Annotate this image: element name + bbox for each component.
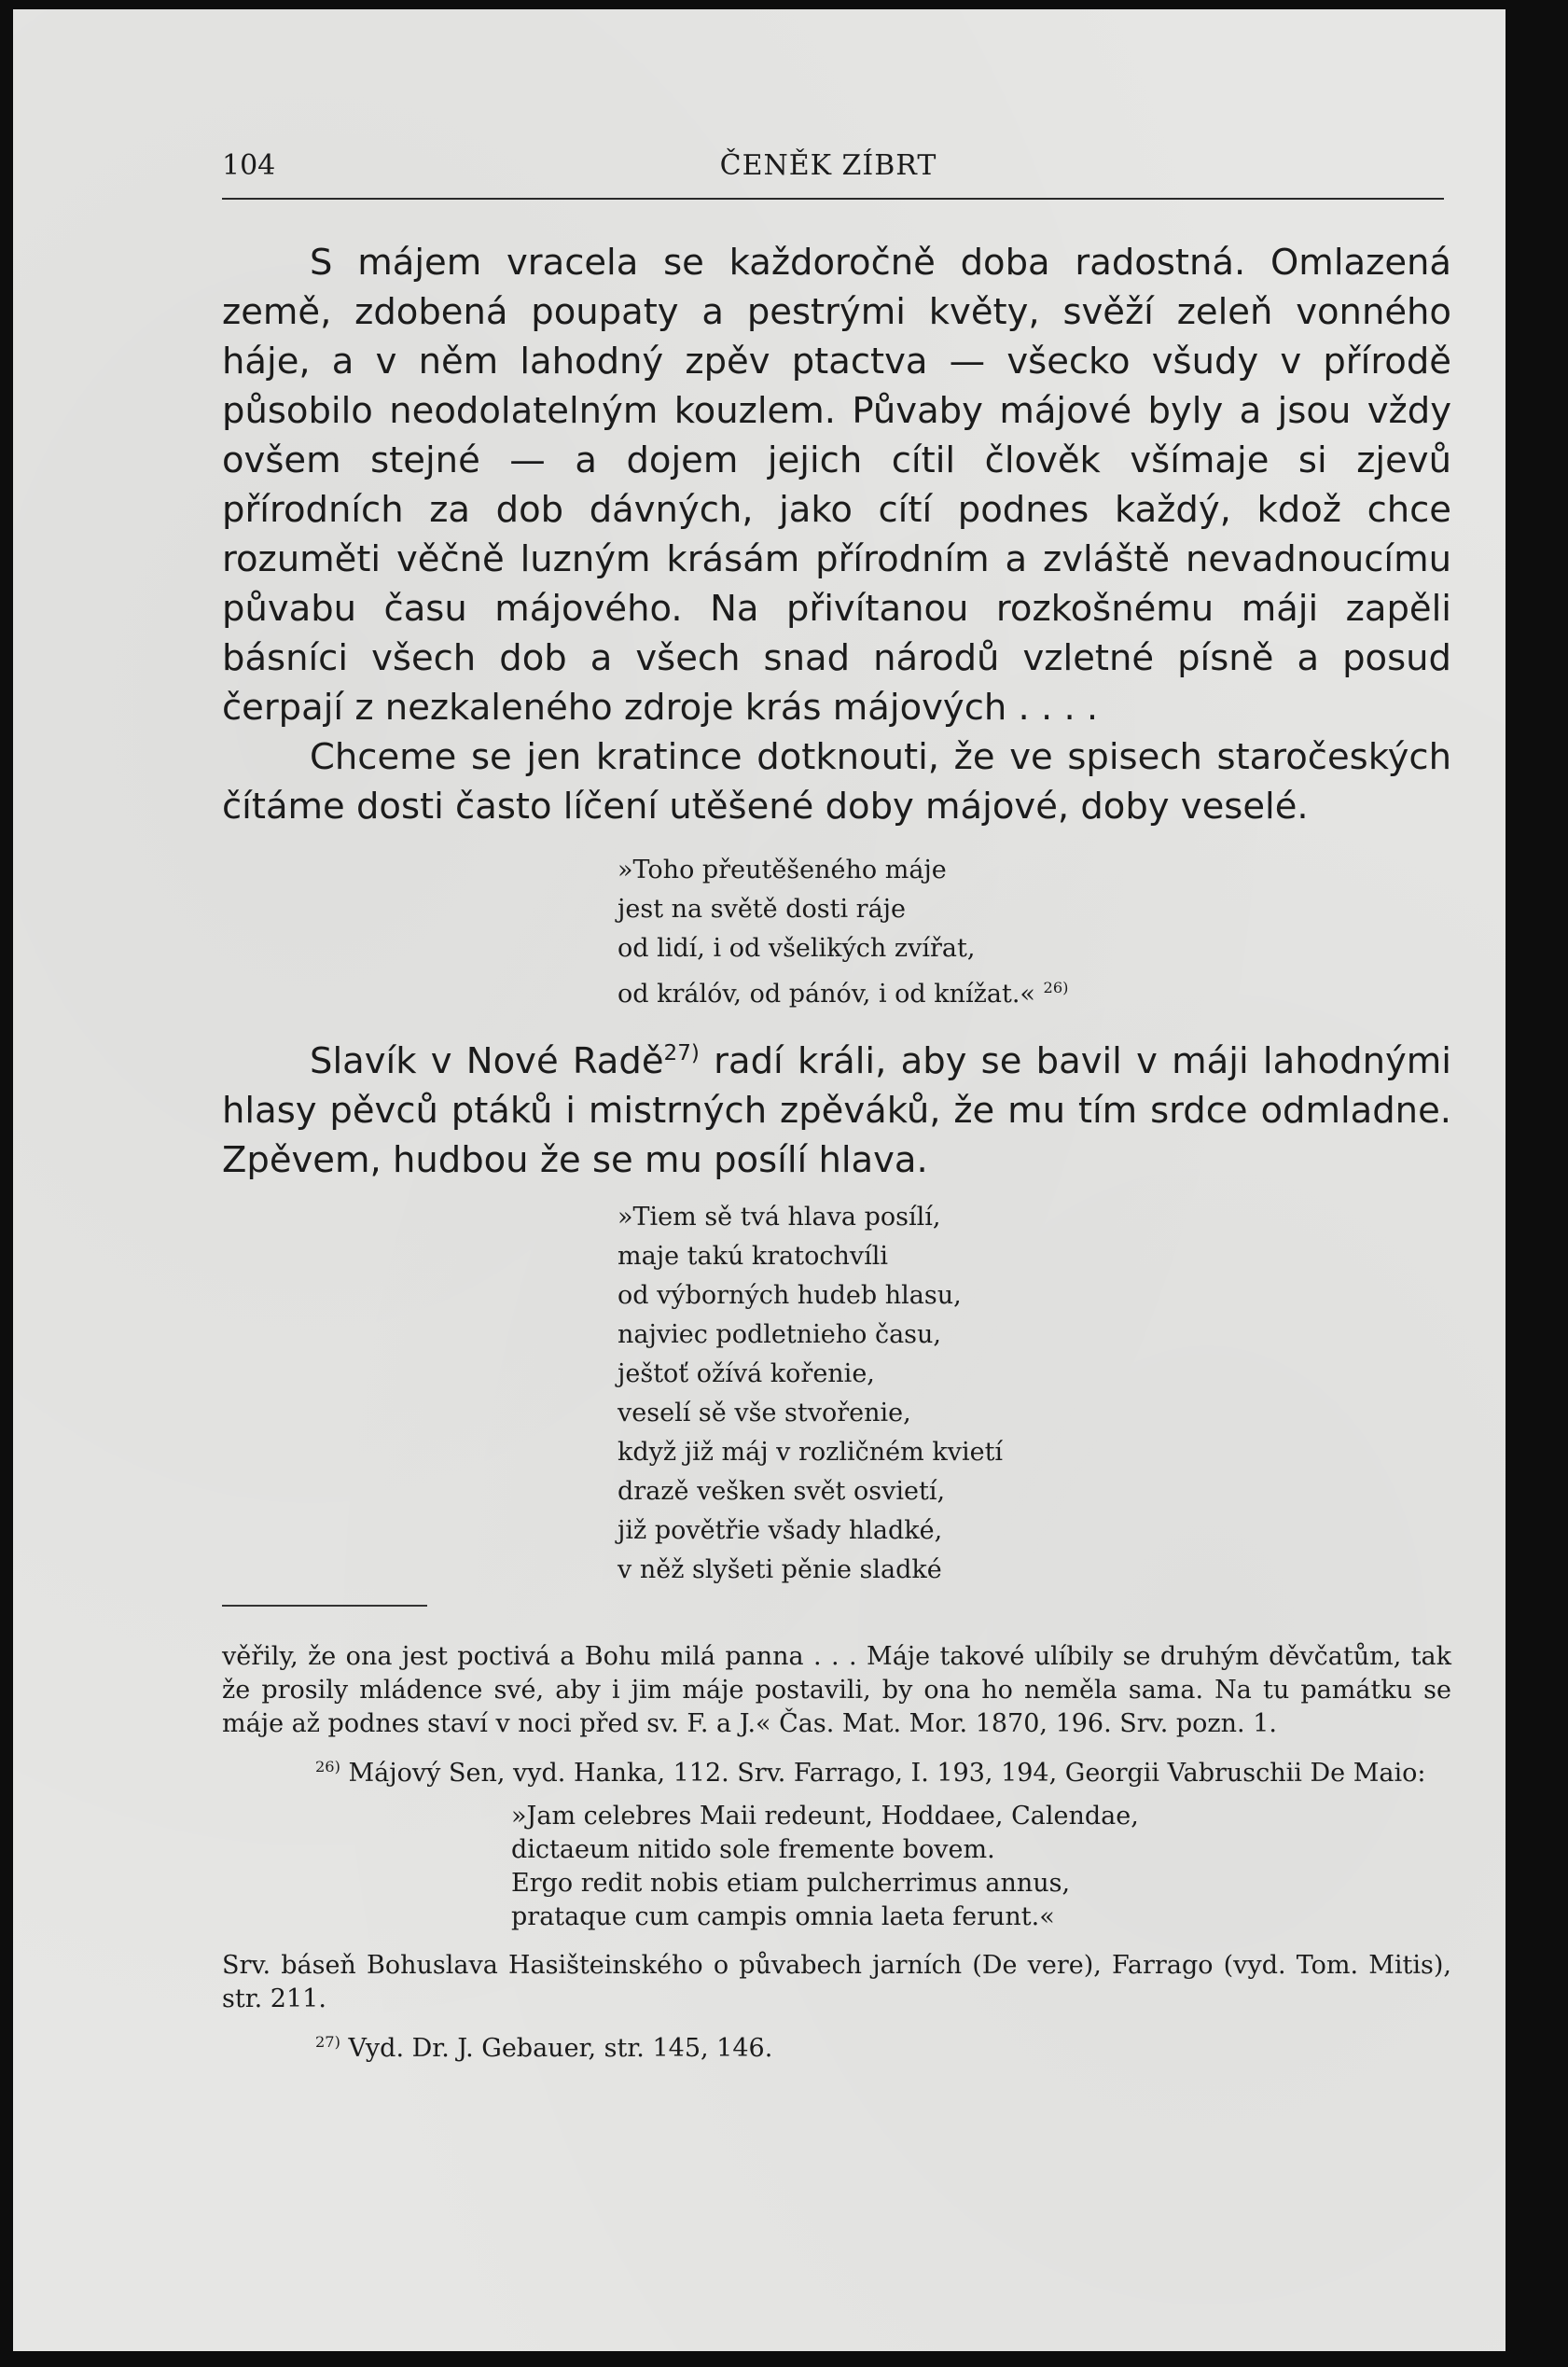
verse-line: »Tiem sě tvá hlava posílí, (617, 1203, 941, 1232)
footnote-26 (222, 1750, 1451, 1790)
verse-line: prataque cum campis omnia laeta ferunt.« (511, 1902, 1055, 1931)
verse-line: veselí sě vše stvořenie, (617, 1399, 911, 1427)
verse-line: v něž slyšeti pěnie sladké (617, 1555, 942, 1584)
paragraph-2: Chceme se jen kratince dotknouti, že ve spisech staročeských čítáme dosti často líčení utěšené doby májové, doby veselé. (222, 736, 1451, 828)
verse-line: od výborných hudeb hlasu, (617, 1281, 962, 1310)
verse-quote-2 (617, 1198, 1003, 1590)
verse-line: když již máj v rozličném kvietí (617, 1438, 1004, 1467)
footnote-26-after: Srv. báseň Bohuslava Hasišteinského o půvabech jarních (De vere), Farrago (vyd. Tom. Mitis), str. 211. (222, 1951, 1451, 2013)
verse-line: již povětřie všady hladké, (617, 1516, 943, 1545)
paragraph-3 (222, 1029, 1451, 1185)
verse-line: najviec podletnieho času, (617, 1320, 941, 1349)
footnote-27 (222, 2026, 1451, 2066)
paragraph-3-rest: radí králi, aby se bavil v máji lahodnými hlasy pěvců ptáků i mistrných zpěváků, že mu tím srdce odmladne. Zpěvem, hudbou že se mu posílí hlava. (222, 1039, 1451, 1181)
body-text (222, 238, 1451, 831)
footnote-ref-26: 26) (1043, 979, 1069, 996)
verse-line: »Jam celebres Maii redeunt, Hoddaee, Calendae, (511, 1802, 1139, 1831)
footnote-27-text: Vyd. Dr. J. Gebauer, str. 145, 146. (340, 2034, 773, 2063)
page-number: 104 (222, 149, 276, 182)
footnote-26-mark: 26) (315, 1758, 340, 1775)
header-rule (222, 198, 1444, 200)
verse-quote-1 (617, 851, 1068, 1014)
verse-line: drazě vešken svět osvietí, (617, 1477, 946, 1506)
book-page (13, 9, 1506, 2351)
verse-line: od lidí, i od všelikých zvířat, (617, 934, 976, 963)
paragraph-3-start: Slavík v Nové Radě (310, 1039, 664, 1082)
running-head: ČENĚK ZÍBRT (719, 149, 937, 182)
footnote-ref-27: 27) (663, 1041, 700, 1065)
footnotes (222, 1640, 1451, 2075)
footnote-27-mark: 27) (315, 2033, 340, 2051)
verse-line-text: od králóv, od pánóv, i od knížat.« (617, 980, 1035, 1009)
footnote-26-text: Májový Sen, vyd. Hanka, 112. Srv. Farrago, I. 193, 194, Georgii Vabruschii De Maio: (340, 1759, 1426, 1788)
verse-line: Ergo redit nobis etiam pulcherrimus annus, (511, 1869, 1071, 1898)
footnote-rule (222, 1605, 427, 1607)
verse-line: dictaeum nitido sole fremente bovem. (511, 1835, 995, 1864)
footnote-26-verse (511, 1800, 1451, 1934)
verse-line: ještoť ožívá kořenie, (617, 1359, 875, 1388)
page-header (222, 149, 1453, 194)
footnote-continuation: věřily, že ona jest poctivá a Bohu milá panna . . . Máje takové ulíbily se druhým děvčatům, tak že prosily mládence své, aby i jim máje postavili, by ona ho neměla sama. Na tu památku se máje až podnes staví v noci před sv. F. a J.« Čas. Mat. Mor. 1870, 196. Srv. pozn. 1. (222, 1642, 1451, 1738)
body-text-2 (222, 1029, 1451, 1185)
verse-line: jest na světě dosti ráje (617, 895, 907, 924)
verse-line-last (617, 968, 1068, 1014)
paragraph-1: S májem vracela se každoročně doba radostná. Omlazená země, zdobená poupaty a pestrými květy, svěží zeleň vonného háje, a v něm lahodný zpěv ptactva — všecko všudy v přírodě působilo neodolatelným kouzlem. Půvaby májové byly a jsou vždy ovšem stejné — a dojem jejich cítil člověk všímaje si zjevů přírodních za dob dávných, jako cítí podnes každý, kdož chce rozuměti věčně luzným krásám přírodním a zvláště nevadnoucímu půvabu času májového. Na přivítanou rozkošnému máji zapěli básníci všech dob a všech snad národů vzletné písně a posud čerpají z nezkaleného zdroje krás májových . . . . (222, 242, 1451, 729)
verse-line: maje takú kratochvíli (617, 1242, 889, 1271)
verse-line: »Toho přeutěšeného máje (617, 856, 947, 884)
